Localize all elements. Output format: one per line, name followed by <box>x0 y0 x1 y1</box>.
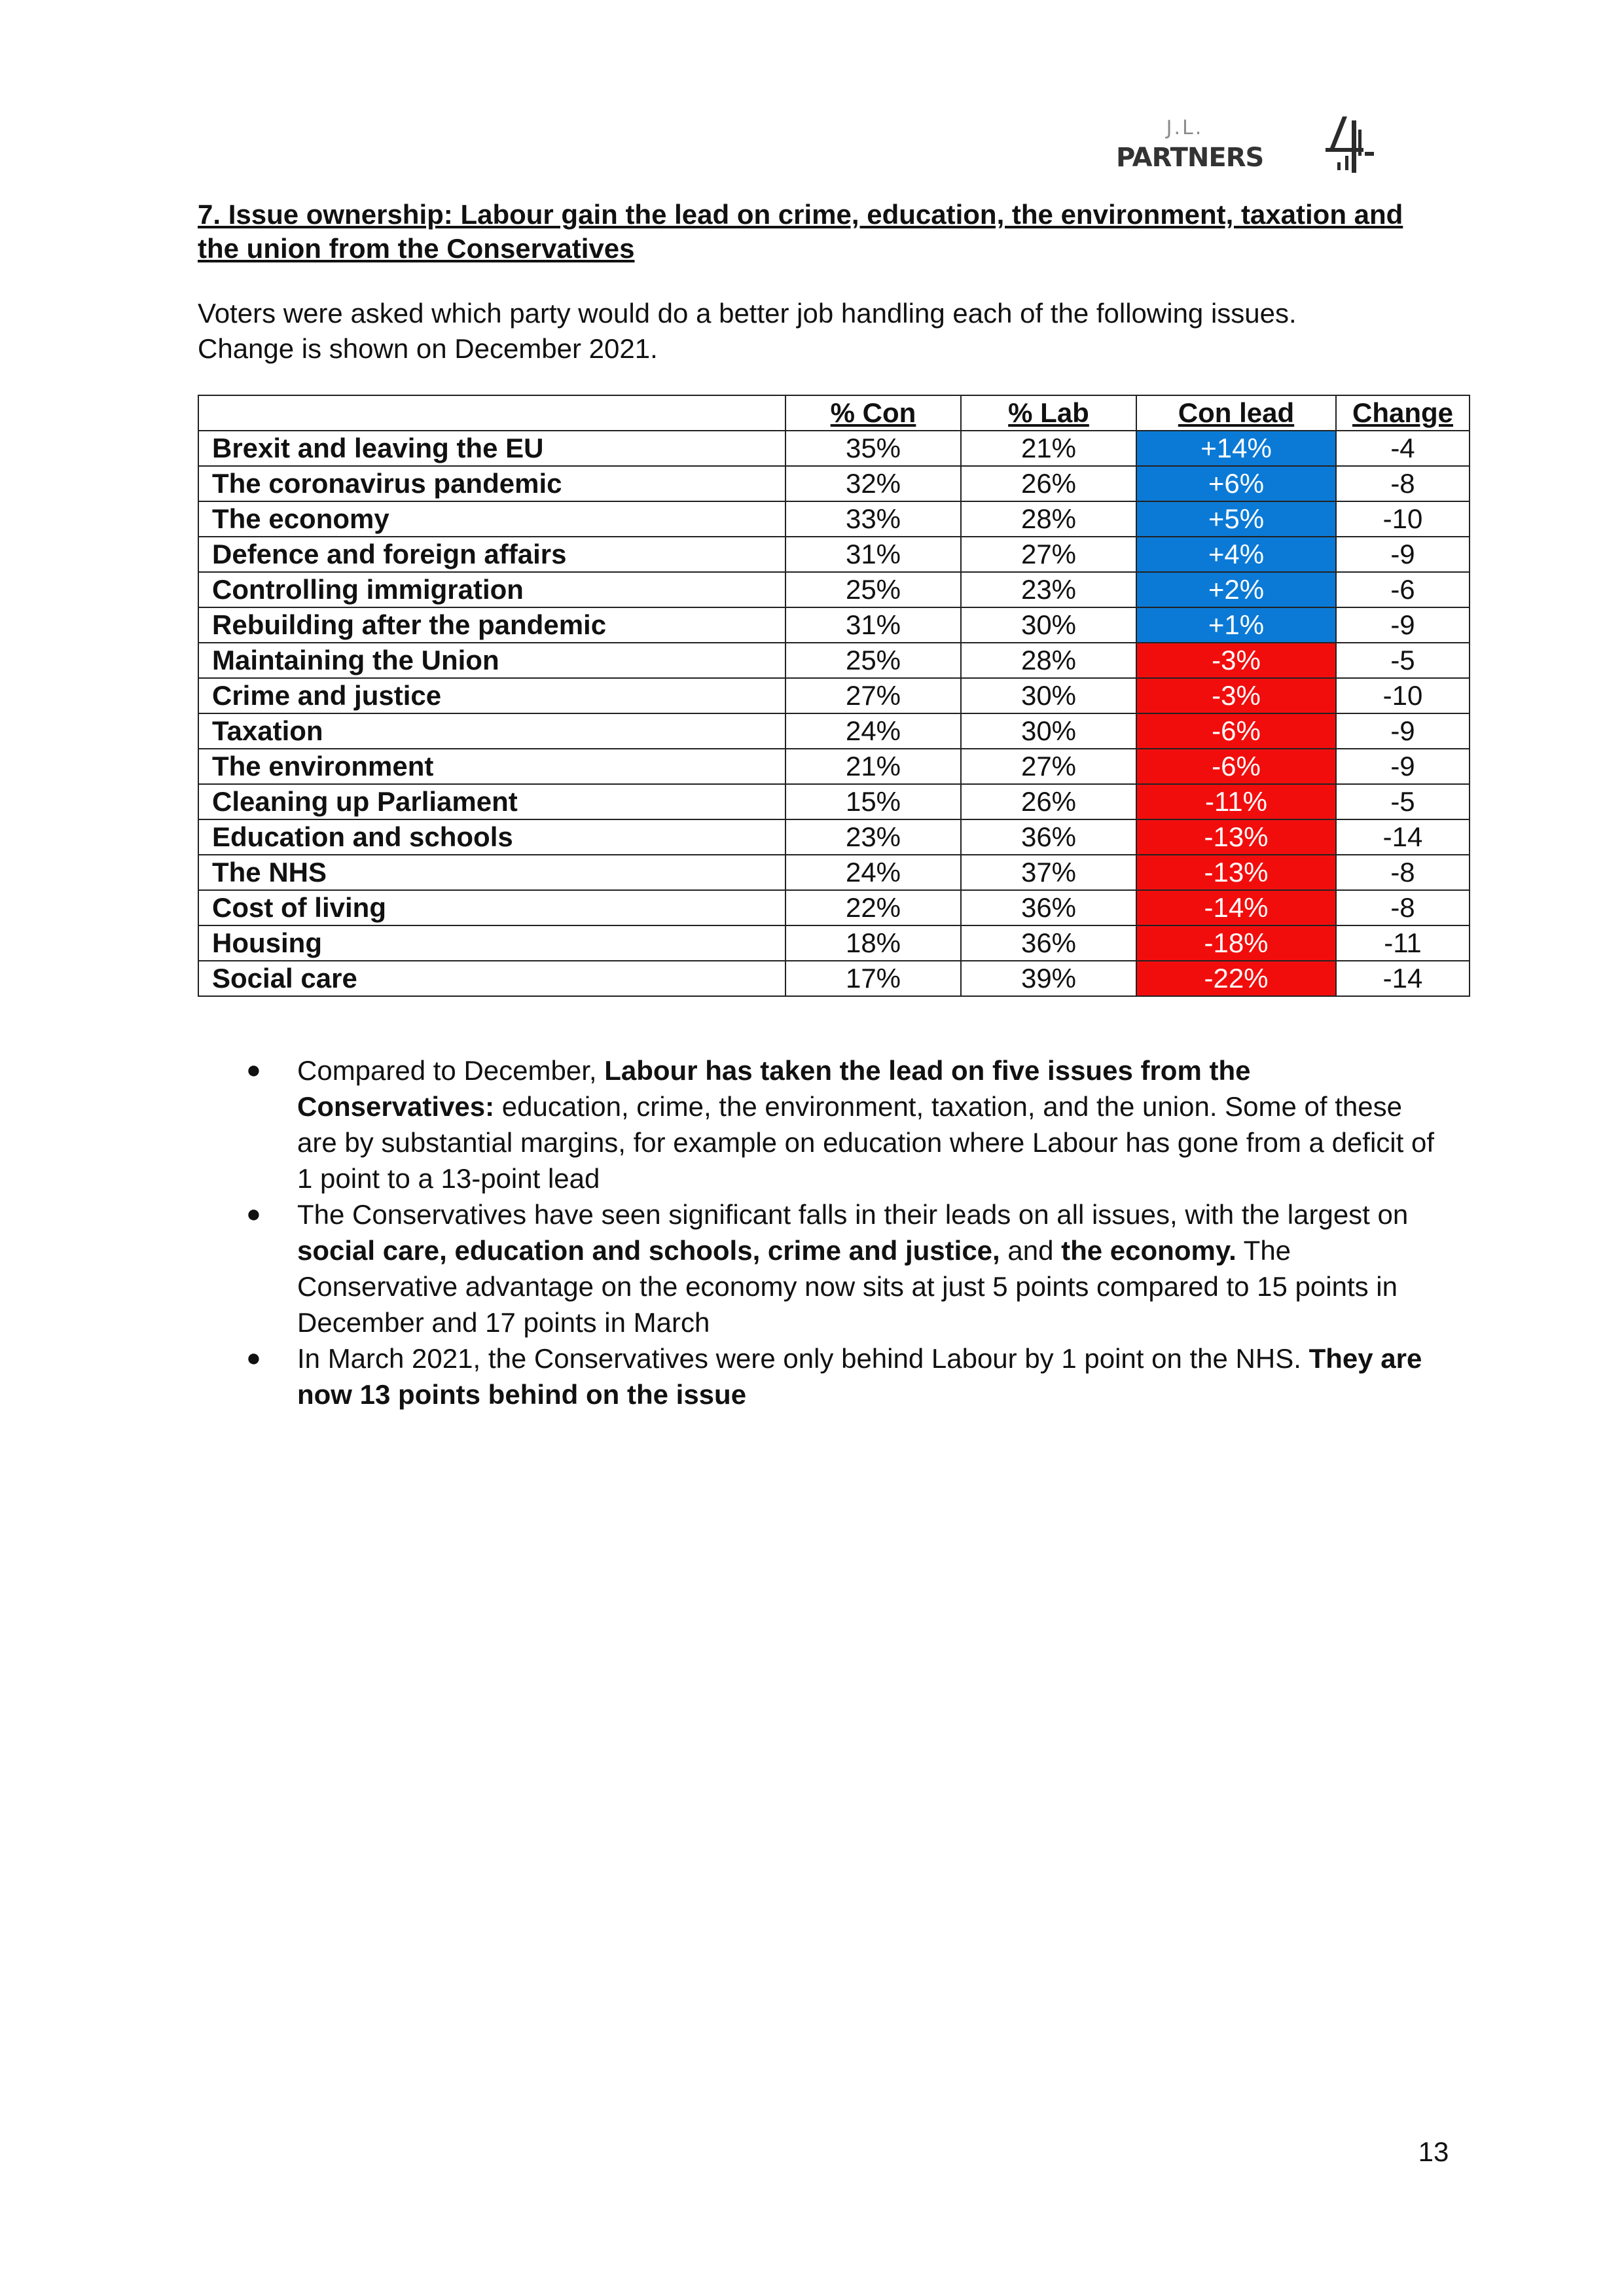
table-row <box>198 961 1470 996</box>
con-lead-cell: -3% <box>1136 643 1336 678</box>
lab-cell: 39% <box>961 961 1136 996</box>
table-row <box>198 855 1470 890</box>
con-cell: 21% <box>785 749 961 784</box>
change-cell: -10 <box>1336 501 1470 537</box>
con-lead-cell: -6% <box>1136 749 1336 784</box>
issue-ownership-table <box>198 395 1470 997</box>
lab-cell: 28% <box>961 643 1136 678</box>
bullet-text: Compared to December, <box>297 1055 605 1086</box>
lab-cell: 30% <box>961 607 1136 643</box>
lab-cell: 36% <box>961 890 1136 925</box>
change-cell: -9 <box>1336 537 1470 572</box>
bullet-text: The Conservatives have seen significant falls in their leads on all issues, with the largest on <box>297 1199 1409 1230</box>
issue-cell: Defence and foreign affairs <box>198 537 785 572</box>
con-lead-cell: +6% <box>1136 466 1336 501</box>
change-cell: -8 <box>1336 890 1470 925</box>
lab-cell: 27% <box>961 537 1136 572</box>
con-cell: 35% <box>785 431 961 466</box>
con-lead-cell: +1% <box>1136 607 1336 643</box>
con-lead-cell: +4% <box>1136 537 1336 572</box>
con-cell: 25% <box>785 643 961 678</box>
change-cell: -14 <box>1336 961 1470 996</box>
con-cell: 23% <box>785 819 961 855</box>
table-row <box>198 572 1470 607</box>
table-row <box>198 784 1470 819</box>
issue-cell: Cleaning up Parliament <box>198 784 785 819</box>
change-cell: -4 <box>1336 431 1470 466</box>
con-cell: 32% <box>785 466 961 501</box>
bullet-bold-text: They are now 13 points behind on the issue <box>297 1343 1422 1410</box>
issue-cell: Rebuilding after the pandemic <box>198 607 785 643</box>
con-lead-cell: -22% <box>1136 961 1336 996</box>
channel-4-logo-icon <box>1326 117 1378 173</box>
change-cell: -9 <box>1336 713 1470 749</box>
bullet-text: and <box>1000 1235 1062 1266</box>
bullet-bold-text: social care, education and schools, crime and justice, <box>297 1235 1000 1266</box>
con-cell: 17% <box>785 961 961 996</box>
table-body <box>198 431 1470 996</box>
intro-line-2: Change is shown on December 2021. <box>198 333 658 364</box>
bullet-item <box>230 1196 1441 1340</box>
intro-paragraph <box>198 296 1474 367</box>
lab-cell: 36% <box>961 819 1136 855</box>
table-row <box>198 431 1470 466</box>
issue-cell: Crime and justice <box>198 678 785 713</box>
lab-cell: 26% <box>961 466 1136 501</box>
bullet-text: education, crime, the environment, taxation, and the union. Some of these are by substantial margins, for example on education where Labour has gone from a deficit of 1 point to a 13-point lead <box>297 1091 1434 1194</box>
intro-line-1: Voters were asked which party would do a better job handling each of the following issues. <box>198 298 1297 329</box>
issue-cell: Cost of living <box>198 890 785 925</box>
table-row <box>198 890 1470 925</box>
lab-cell: 37% <box>961 855 1136 890</box>
issue-cell: The environment <box>198 749 785 784</box>
bullet-item <box>230 1340 1441 1412</box>
con-cell: 31% <box>785 607 961 643</box>
change-cell: -9 <box>1336 607 1470 643</box>
table-row <box>198 466 1470 501</box>
page-number: 13 <box>1418 2136 1449 2167</box>
table-row <box>198 819 1470 855</box>
lab-cell: 36% <box>961 925 1136 961</box>
bullet-bold-text: Labour has taken the lead on five issues from the Conservatives: <box>297 1055 1251 1122</box>
con-cell: 33% <box>785 501 961 537</box>
table-row <box>198 925 1470 961</box>
lab-cell: 26% <box>961 784 1136 819</box>
lab-cell: 30% <box>961 678 1136 713</box>
con-cell: 22% <box>785 890 961 925</box>
con-cell: 27% <box>785 678 961 713</box>
issue-cell: The NHS <box>198 855 785 890</box>
table-row <box>198 501 1470 537</box>
con-lead-cell: +2% <box>1136 572 1336 607</box>
header-lab: % Lab <box>961 395 1136 431</box>
con-cell: 18% <box>785 925 961 961</box>
issue-cell: Controlling immigration <box>198 572 785 607</box>
bullet-item <box>230 1052 1441 1196</box>
con-lead-cell: -11% <box>1136 784 1336 819</box>
change-cell: -11 <box>1336 925 1470 961</box>
table-row <box>198 713 1470 749</box>
lab-cell: 23% <box>961 572 1136 607</box>
con-cell: 15% <box>785 784 961 819</box>
table-row <box>198 537 1470 572</box>
bullet-list <box>230 1052 1441 1412</box>
lab-cell: 30% <box>961 713 1136 749</box>
issue-cell: Maintaining the Union <box>198 643 785 678</box>
change-cell: -8 <box>1336 466 1470 501</box>
change-cell: -14 <box>1336 819 1470 855</box>
bullet-text: The Conservative advantage on the economy now sits at just 5 points compared to 15 points in December and 17 points in March <box>297 1235 1398 1338</box>
table-row <box>198 678 1470 713</box>
con-cell: 31% <box>785 537 961 572</box>
logo-partners-text: PARTNERS <box>1116 143 1264 173</box>
change-cell: -5 <box>1336 643 1470 678</box>
header-issue <box>198 395 785 431</box>
bullet-bold-text: the economy. <box>1061 1235 1236 1266</box>
table-row <box>198 643 1470 678</box>
lab-cell: 27% <box>961 749 1136 784</box>
con-cell: 24% <box>785 855 961 890</box>
change-cell: -5 <box>1336 784 1470 819</box>
issue-cell: The coronavirus pandemic <box>198 466 785 501</box>
bullet-icon: ● <box>246 1344 261 1372</box>
con-lead-cell: -13% <box>1136 855 1336 890</box>
bullet-text: In March 2021, the Conservatives were only behind Labour by 1 point on the NHS. <box>297 1343 1309 1374</box>
con-lead-cell: -18% <box>1136 925 1336 961</box>
lab-cell: 21% <box>961 431 1136 466</box>
con-lead-cell: -13% <box>1136 819 1336 855</box>
con-lead-cell: +14% <box>1136 431 1336 466</box>
bullet-icon: ● <box>246 1056 261 1084</box>
table-row <box>198 607 1470 643</box>
change-cell: -8 <box>1336 855 1470 890</box>
con-lead-cell: -6% <box>1136 713 1336 749</box>
change-cell: -9 <box>1336 749 1470 784</box>
logo-jl-text: J.L. <box>1166 117 1204 139</box>
bullet-icon: ● <box>246 1200 261 1228</box>
con-lead-cell: -3% <box>1136 678 1336 713</box>
con-lead-cell: -14% <box>1136 890 1336 925</box>
issue-cell: Brexit and leaving the EU <box>198 431 785 466</box>
header-change: Change <box>1336 395 1470 431</box>
issue-cell: Education and schools <box>198 819 785 855</box>
header-con-lead: Con lead <box>1136 395 1336 431</box>
lab-cell: 28% <box>961 501 1136 537</box>
change-cell: -6 <box>1336 572 1470 607</box>
change-cell: -10 <box>1336 678 1470 713</box>
header-con: % Con <box>785 395 961 431</box>
con-cell: 25% <box>785 572 961 607</box>
issue-cell: Housing <box>198 925 785 961</box>
con-cell: 24% <box>785 713 961 749</box>
issue-cell: The economy <box>198 501 785 537</box>
con-lead-cell: +5% <box>1136 501 1336 537</box>
table-header-row <box>198 395 1470 431</box>
issue-cell: Taxation <box>198 713 785 749</box>
issue-cell: Social care <box>198 961 785 996</box>
section-heading: 7. Issue ownership: Labour gain the lead on crime, education, the environment, taxation and the union from the Conservatives <box>198 199 1403 264</box>
table-row <box>198 749 1470 784</box>
